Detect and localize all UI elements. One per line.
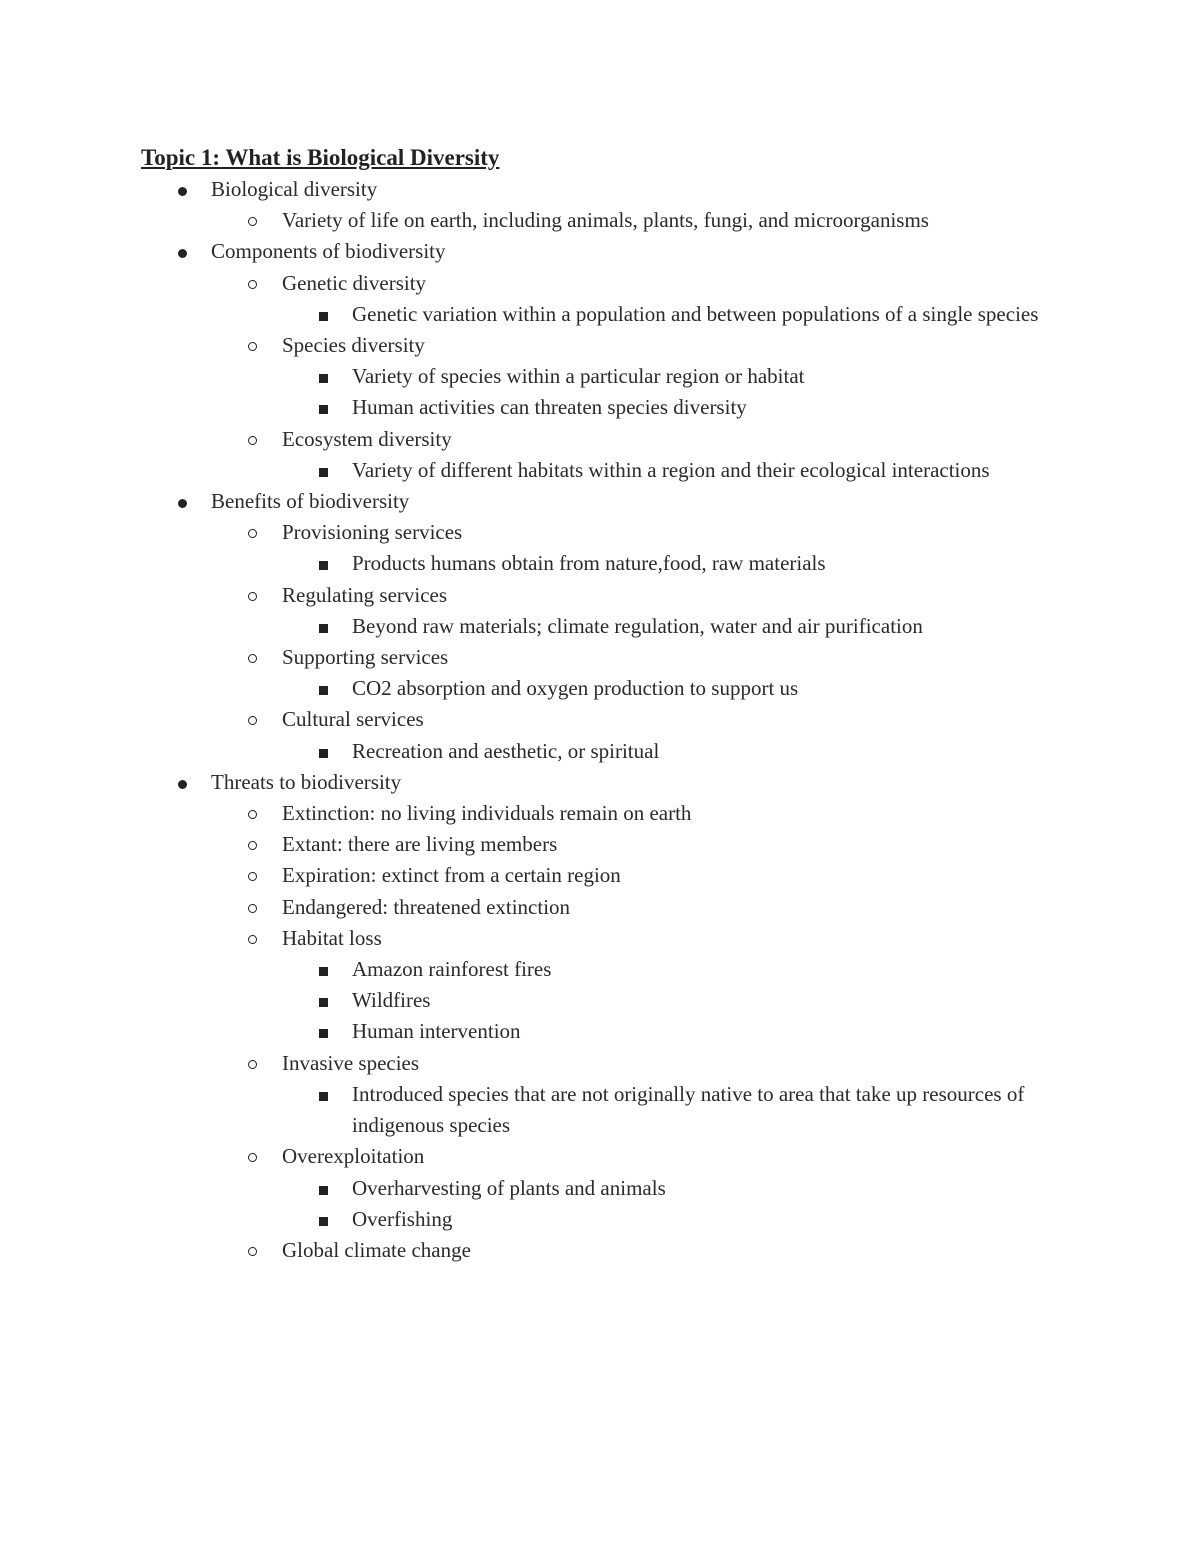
square-bullet-icon	[318, 548, 332, 579]
outline-item-level-1	[0, 767, 1200, 798]
hollow-circle-bullet-icon	[247, 642, 261, 673]
outline-item-text: Beyond raw materials; climate regulation, water and air purification	[352, 613, 923, 638]
square-bullet-icon	[318, 985, 332, 1016]
hollow-circle-bullet-icon	[247, 829, 261, 860]
outline-item-level-3	[0, 299, 1200, 330]
outline-item-text: Wildfires	[352, 988, 431, 1013]
outline-item-level-3	[0, 1204, 1200, 1235]
outline-item-text: Variety of different habitats within a region and their ecological interactions	[352, 457, 990, 482]
square-bullet-icon	[318, 611, 332, 642]
outline-item-text: Expiration: extinct from a certain region	[282, 863, 621, 888]
outline-item-text: Overexploitation	[282, 1144, 425, 1169]
hollow-circle-bullet-icon	[247, 798, 261, 829]
outline-item-text: Genetic diversity	[282, 270, 427, 295]
outline-item-level-2	[0, 923, 1200, 954]
square-bullet-icon	[318, 1204, 332, 1235]
hollow-circle-bullet-icon	[247, 923, 261, 954]
outline-item-level-2	[0, 892, 1200, 923]
outline-item-level-2	[0, 798, 1200, 829]
outline-item-level-1	[0, 174, 1200, 205]
outline-item-text: Invasive species	[282, 1050, 420, 1075]
outline-item-text: Regulating services	[282, 582, 448, 607]
outline-item-text: Overfishing	[352, 1206, 453, 1231]
outline-item-text: Recreation and aesthetic, or spiritual	[352, 738, 660, 763]
hollow-circle-bullet-icon	[247, 1048, 261, 1079]
square-bullet-icon	[318, 1173, 332, 1204]
outline-item-level-2	[0, 330, 1200, 361]
outline-item-level-2	[0, 580, 1200, 611]
outline-item-text: Human activities can threaten species diversity	[352, 395, 747, 420]
hollow-circle-bullet-icon	[247, 330, 261, 361]
outline-item-text: Ecosystem diversity	[282, 426, 452, 451]
outline-item-level-2	[0, 1235, 1200, 1266]
filled-circle-bullet-icon	[176, 236, 190, 267]
outline-item-level-3	[0, 736, 1200, 767]
outline-item-level-3	[0, 361, 1200, 392]
hollow-circle-bullet-icon	[247, 424, 261, 455]
outline-item-text: Biological diversity	[211, 177, 378, 201]
filled-circle-bullet-icon	[176, 486, 190, 517]
outline-item-level-2	[0, 424, 1200, 455]
outline-item-level-3	[0, 1173, 1200, 1204]
hollow-circle-bullet-icon	[247, 580, 261, 611]
square-bullet-icon	[318, 455, 332, 486]
square-bullet-icon	[318, 299, 332, 330]
outline-item-text: Extant: there are living members	[282, 832, 558, 857]
outline-item-level-3	[0, 954, 1200, 985]
outline-item-text: Variety of species within a particular region or habitat	[352, 364, 805, 389]
outline-item-text: Overharvesting of plants and animals	[352, 1175, 666, 1200]
outline-item-level-2	[0, 704, 1200, 735]
square-bullet-icon	[318, 1016, 332, 1047]
filled-circle-bullet-icon	[176, 174, 190, 205]
outline-item-level-3	[0, 392, 1200, 423]
outline-item-level-2	[0, 205, 1200, 236]
hollow-circle-bullet-icon	[247, 860, 261, 891]
outline-item-text: Supporting services	[282, 645, 449, 670]
outline-item-text: Genetic variation within a population and between populations of a single species	[352, 301, 1039, 326]
outline-item-text: Products humans obtain from nature,food, raw materials	[352, 551, 826, 576]
hollow-circle-bullet-icon	[247, 268, 261, 299]
hollow-circle-bullet-icon	[247, 892, 261, 923]
outline-item-level-2	[0, 1141, 1200, 1172]
outline-item-level-2	[0, 642, 1200, 673]
outline-item-level-3	[0, 985, 1200, 1016]
outline-item-text: Habitat loss	[282, 925, 382, 950]
square-bullet-icon	[318, 954, 332, 985]
outline-item-level-2	[0, 1048, 1200, 1079]
outline-item-level-3	[0, 1079, 1200, 1141]
outline-item-text: Endangered: threatened extinction	[282, 894, 571, 919]
outline-item-level-3	[0, 1016, 1200, 1047]
filled-circle-bullet-icon	[176, 767, 190, 798]
outline-item-level-2	[0, 829, 1200, 860]
outline-item-text: Species diversity	[282, 333, 425, 358]
outline-item-text: Introduced species that are not originally native to area that take up resources of indigenous species	[352, 1081, 1025, 1138]
outline-item-text: Provisioning services	[282, 520, 463, 545]
outline-item-text: Human intervention	[352, 1019, 521, 1044]
outline-item-level-2	[0, 268, 1200, 299]
outline-item-level-2	[0, 860, 1200, 891]
hollow-circle-bullet-icon	[247, 1141, 261, 1172]
outline-item-text: Global climate change	[282, 1237, 471, 1262]
outline-item-level-3	[0, 611, 1200, 642]
outline-item-text: CO2 absorption and oxygen production to support us	[352, 676, 799, 701]
outline-item-text: Benefits of biodiversity	[211, 489, 410, 514]
outline-item-text: Extinction: no living individuals remain on earth	[282, 801, 692, 826]
square-bullet-icon	[318, 392, 332, 423]
outline-item-text: Amazon rainforest fires	[352, 957, 552, 982]
outline-item-text: Cultural services	[282, 707, 424, 732]
outline-item-level-2	[0, 517, 1200, 548]
outline-item-level-3	[0, 673, 1200, 704]
hollow-circle-bullet-icon	[247, 517, 261, 548]
outline-item-text: Variety of life on earth, including animals, plants, fungi, and microorganisms	[282, 208, 929, 233]
hollow-circle-bullet-icon	[247, 205, 261, 236]
outline-item-level-3	[0, 548, 1200, 579]
square-bullet-icon	[318, 673, 332, 704]
notes-outline	[0, 174, 1200, 1266]
outline-item-text: Components of biodiversity	[211, 239, 446, 264]
hollow-circle-bullet-icon	[247, 704, 261, 735]
outline-item-level-1	[0, 486, 1200, 517]
outline-item-level-1	[0, 236, 1200, 267]
hollow-circle-bullet-icon	[247, 1235, 261, 1266]
page-title: Topic 1: What is Biological Diversity	[141, 145, 500, 170]
square-bullet-icon	[318, 736, 332, 767]
outline-item-level-3	[0, 455, 1200, 486]
outline-item-text: Threats to biodiversity	[211, 769, 402, 794]
square-bullet-icon	[318, 1079, 332, 1110]
square-bullet-icon	[318, 361, 332, 392]
